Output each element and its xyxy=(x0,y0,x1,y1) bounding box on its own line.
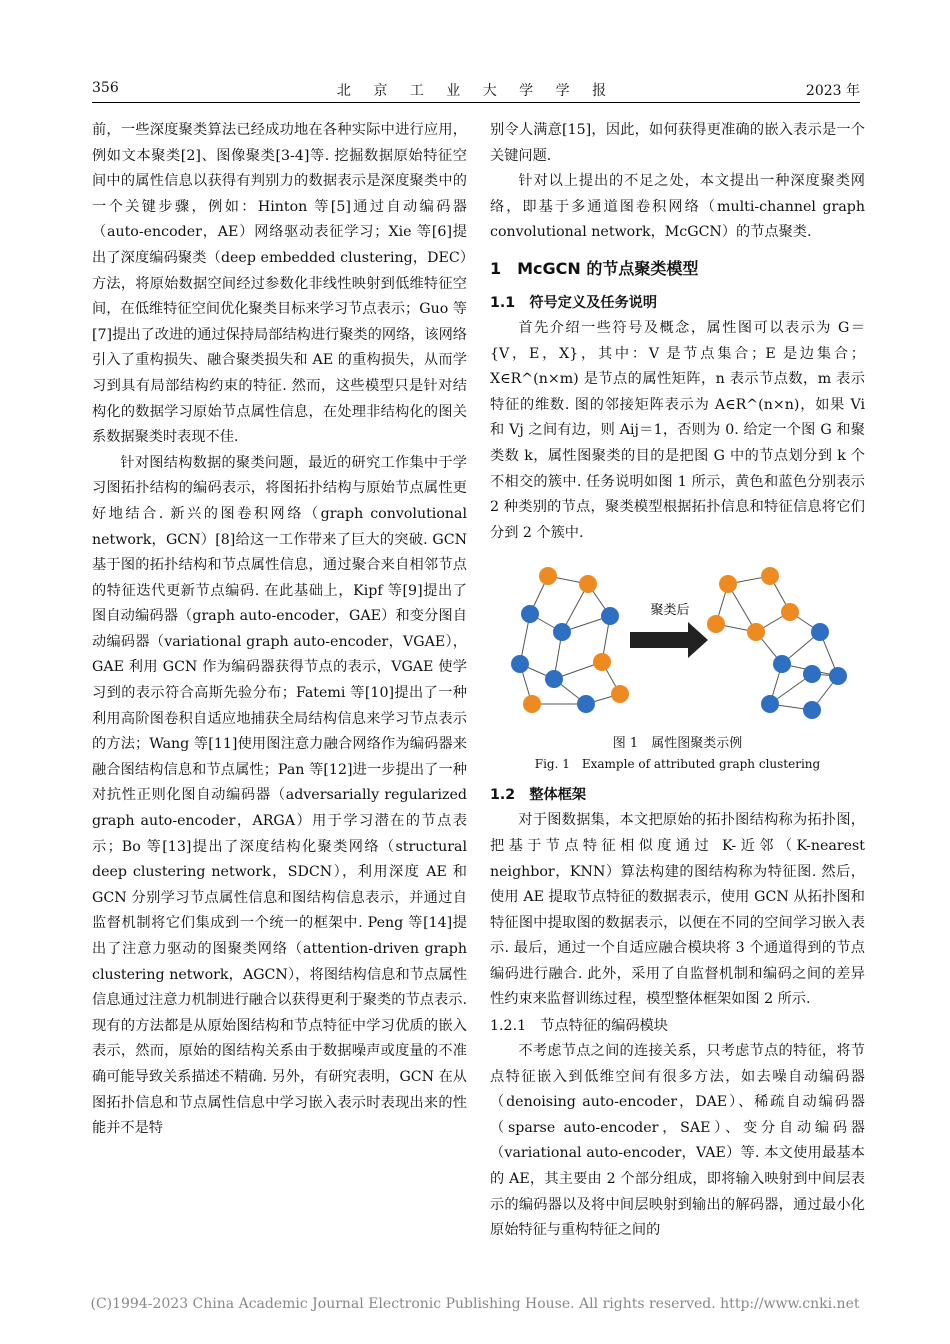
node-blue xyxy=(553,623,571,641)
page-number: 356 xyxy=(92,80,119,96)
paragraph-1-2-1: 不考虑节点之间的连接关系，只考虑节点的特征，将节点特征嵌入到低维空间有很多方法，如去噪自动编码器（denoising auto-encoder，DAE）、稀疏自动编码器（sparse auto-encoder，SAE）、变分自动编码器（variational auto-encoder，VAE）等. 本文使用最基本的 AE，其主要由 2 个部分组成，即将输入映射到中间层表示的编码器以及将中间层映射到输出的解码器，通过最小化原始特征与重构特征之间的 xyxy=(490,1043,865,1239)
node-blue xyxy=(577,695,595,713)
right-column xyxy=(490,118,865,1244)
subsection-heading-1-2: 1.2 整体框架 xyxy=(490,787,587,804)
paragraph-1-2: 对于图数据集，本文把原始的拓扑图结构称为拓扑图，把基于节点特征相似度通过 K-近邻（K-nearest neighbor，KNN）算法构建的图结构称为特征图. 然后，使用 AE 提取节点特征的数据表示，使用 GCN 从拓扑图和特征图中提取图的数据表示，以便在不同的空间学习嵌入表示. 最后，通过一个自适应融合模块将 3 个通道得到的节点编码进行融合. 此外，采用了自监督机制和编码之间的差异性约束来监督训练过程，模型整体框架如图 2 所示. xyxy=(490,812,865,1008)
figure-1 xyxy=(490,554,865,734)
figure-caption-en: Fig. 1 Example of attributed graph clustering xyxy=(534,757,821,772)
node-orange xyxy=(611,685,629,703)
left-column xyxy=(92,118,467,1142)
right-graph-nodes xyxy=(707,567,847,719)
node-blue xyxy=(803,701,821,719)
arrow-icon xyxy=(630,622,708,658)
node-orange xyxy=(747,623,765,641)
page-header xyxy=(92,80,860,103)
node-orange xyxy=(707,615,725,633)
subsubsection-heading-1-2-1: 1.2.1 节点特征的编码模块 xyxy=(490,1018,668,1035)
node-orange xyxy=(593,653,611,671)
arrow-label: 聚类后 xyxy=(650,603,690,619)
node-blue xyxy=(521,605,539,623)
right-graph-edges xyxy=(716,576,838,710)
journal-year: 2023 年 xyxy=(805,83,860,99)
node-blue xyxy=(545,670,563,688)
left-paragraph-2: 针对图结构数据的聚类问题，最近的研究工作集中于学习图拓扑结构的编码表示，将图拓扑结构与原始节点属性更好地结合. 新兴的图卷积网络（graph convolutional network，GCN）[8]给这一工作带来了巨大的突破. GCN 基于图的拓扑结构和节点属性信息，通过聚合来自相邻节点的特征迭代更新节点编码. 在此基础上，Kipf 等[9]提出了图自动编码器（graph auto-encoder，GAE）和变分图自动编码器（variational graph auto-encoder，VGAE），GAE 利用 GCN 作为编码器获得节点的表示，VGAE 使学习到的表示符合高斯先验分布；Fatemi 等[10]提出了一种利用高阶图卷积自适应地捕获全局结构信息来学习节点表示的方法；Wang 等[11]使用图注意力融合网络作为编码器来融合图结构信息和节点属性；Pan 等[12]进一步提出了一种对抗性正则化图自动编码器（adversarially regularized graph auto-encoder，ARGA）用于学习潜在的节点表示；Bo 等[13]提出了深度结构化聚类网络（structural deep clustering network，SDCN），利用深度 AE 和 GCN 分别学习节点属性信息和图结构信息表示，并通过自监督机制将它们集成到一个统一的框架中. Peng 等[14]提出了注意力驱动的图聚类网络（attention-driven graph clustering network，AGCN），将图结构信息和节点属性信息通过注意力机制进行融合以获得更利于聚类的节点表示. 现有的方法都是从原始图结构和节点特征中学习优质的嵌入表示，然而，原始的图结构关系由于数据噪声或度量的不准确可能导致关系描述不精确. 另外，有研究表明，GCN 在从图拓扑信息和节点属性信息中学习嵌入表示时表现出来的性能并不是特 xyxy=(92,454,467,1137)
node-orange xyxy=(539,567,557,585)
node-blue xyxy=(829,667,847,685)
node-orange xyxy=(579,575,597,593)
node-orange xyxy=(761,567,779,585)
node-blue xyxy=(803,665,821,683)
node-blue xyxy=(811,623,829,641)
node-blue xyxy=(601,607,619,625)
copyright-footer: (C)1994-2023 China Academic Journal Electronic Publishing House. All rights reserved. http://www.cnki.net xyxy=(90,1296,860,1312)
section-heading-1: 1 McGCN 的节点聚类模型 xyxy=(490,258,699,278)
node-orange xyxy=(719,575,737,593)
node-blue xyxy=(761,695,779,713)
left-graph-edges xyxy=(520,576,620,704)
node-blue xyxy=(773,655,791,673)
node-blue xyxy=(511,655,529,673)
subsection-heading-1-1: 1.1 符号定义及任务说明 xyxy=(490,294,658,311)
right-paragraph-continued: 别令人满意[15]，因此，如何获得更准确的嵌入表示是一个关键问题. xyxy=(490,122,865,164)
journal-title: 北 京 工 业 大 学 学 报 xyxy=(336,83,616,99)
paragraph-1-1: 首先介绍一些符号及概念，属性图可以表示为 G＝{V，E，X}，其中：V 是节点集合；E 是边集合；X∈R^(n×m) 是节点的属性矩阵，n 表示节点数，m 表示特征的维数. 图的邻接矩阵表示为 A∈R^(n×n)，如果 Vi 和 Vj 之间有边，则 Aij＝1，否则为 0. 给定一个图 G 和聚类数 k，属性图聚类的目的是把图 G 中的节点划分到 k 个不相交的簇中. 任务说明如图 1 所示，黄色和蓝色分别表示 2 种类别的节点，聚类模型根据拓扑信息和特征信息将它们分到 2 个簇中. xyxy=(490,319,865,541)
figure-caption-cn: 图 1 属性图聚类示例 xyxy=(612,736,743,752)
right-paragraph-intro: 针对以上提出的不足之处，本文提出一种深度聚类网络，即基于多通道图卷积网络（multi-channel graph convolutional network，McGCN）的节点聚类. xyxy=(490,173,865,241)
node-orange xyxy=(781,603,799,621)
left-paragraph-1: 前，一些深度聚类算法已经成功地在各种实际中进行应用，例如文本聚类[2]、图像聚类[3-4]等. 挖掘数据原始特征空间中的属性信息以获得有判别力的数据表示是深度聚类中的一个关键步骤，例如：Hinton 等[5]通过自动编码器（auto-encoder，AE）网络驱动表征学习；Xie 等[6]提出了深度编码聚类（deep embedded clustering，DEC）方法，将原始数据空间经过参数化非线性映射到低维特征空间，在低维特征空间优化聚类目标来学习节点表示；Guo 等[7]提出了改进的通过保持局部结构进行聚类的网络，该网络引入了重构损失、融合聚类损失和 AE 的重构损失，从而学习到具有局部结构约束的特征. 然而，这些模型只是针对结构化的数据学习原始节点属性信息，在处理非结构化的图关系数据聚类时表现不佳. xyxy=(92,122,467,446)
node-orange xyxy=(523,695,541,713)
graph-clustering-diagram xyxy=(490,554,865,734)
